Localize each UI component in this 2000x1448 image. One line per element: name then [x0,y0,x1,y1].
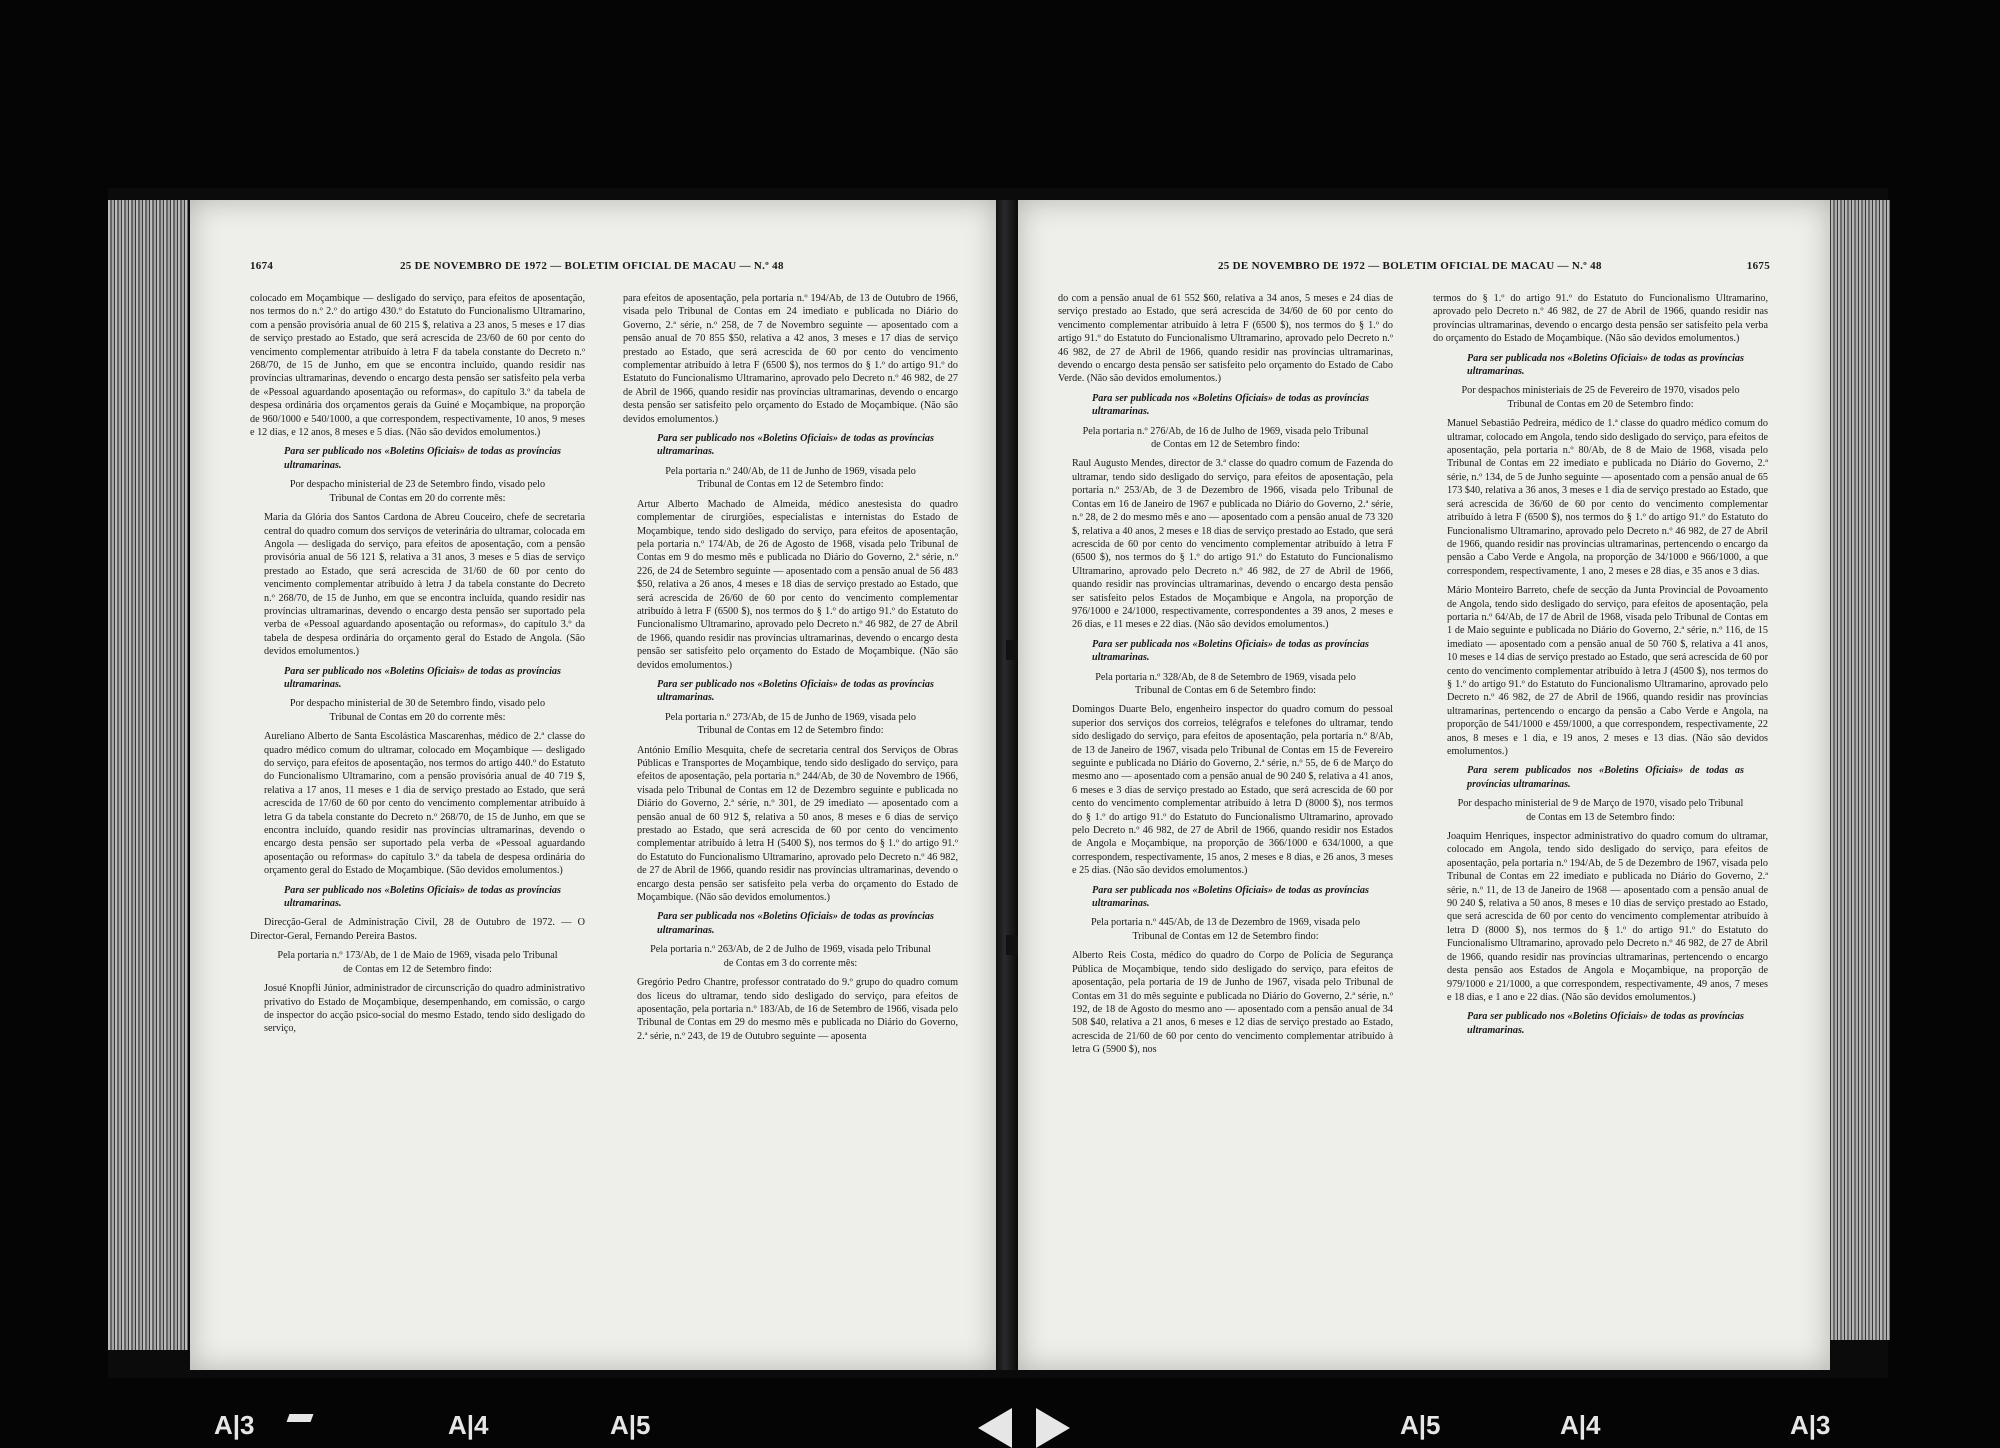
paragraph: Domingos Duarte Belo, engenheiro inspector do quadro comum do pessoal superior dos serviços dos correios, telégrafos e telefones do ultramar, tendo sido desligado do serviço, para efeitos de aposentação, pela portaria n.º 8/Ab, de 13 de Janeiro de 1967, visada pelo Tribunal de Contas em 15 de Fevereiro seguinte e publicada no Diário do Governo, 2.ª série, n.º 55, de 6 de Março do mesmo ano — aposentado com a pensão anual de 90 240 $, relativa a 41 anos, 6 meses e 3 dias de serviço prestado ao Estado, que será acrescida de 60 por cento do vencimento complementar atribuído à letra D (8000 $), nos termos do § 1.º do artigo 91.º do Estatuto do Funcionalismo Ultramarino, aprovado pelo Decreto n.º 46 982, de 27 de Abril de 1966, quando residir nos Estados de Angola e Moçambique, na proporção de 366/1000 e 634/1000, a que correspondem, respectivamente, 15 anos, 2 meses e 8 dias, e 26 anos, 3 meses e 25 dias. (Não são devidos emolumentos.) [1072,704,1393,877]
dispatch-heading: Por despacho ministerial de 9 de Março de 1970, visado pelo Tribunal de Contas em 13 de Setembro findo: [1457,798,1744,823]
dispatch-heading: Por despacho ministerial de 23 de Setembro findo, visado pelo Tribunal de Contas em 20 do corrente mês: [289,479,546,504]
book-gutter [996,200,1018,1370]
paragraph: Gregório Pedro Chantre, professor contratado do 9.º grupo do quadro comum dos liceus do ultramar, tendo sido desligado do serviço, para efeitos de aposentação, pela portaria n.º 183/Ab, de 16 de Setembro de 1966, visada pelo Tribunal de Contas em 29 do mesmo mês e publicada no Diário do Governo, 2.ª série, n.º 243, de 19 de Outubro seguinte — aposenta [637,977,958,1042]
running-head: 25 DE NOVEMBRO DE 1972 — BOLETIM OFICIAL DE MACAU — N.º 48 [400,260,784,272]
dispatch-heading: Por despachos ministeriais de 25 de Fevereiro de 1970, visados pelo Tribunal de Contas em 20 de Setembro findo: [1461,385,1740,410]
page-number: 1674 [250,260,274,272]
paragraph: para efeitos de aposentação, pela portaria n.º 194/Ab, de 13 de Outubro de 1966, visada pelo Tribunal de Contas em 24 imediato e publicada no Diário do Governo, 2.ª série, n.º 258, de 7 de Novembro seguinte — aposentado com a pensão anual de 70 855 $50, relativa a 42 anos, 3 meses e 17 dias de serviço prestado ao Estado, que será acrescida de 60 por cento do vencimento complementar atribuído à letra F (6500 $), nos termos do § 1.º do artigo 91.º do Estatuto do Funcionalismo Ultramarino, aprovado pelo Decreto n.º 46 982, de 27 de Abril de 1966, quando residir nas províncias ultramarinas, devendo o encargo desta pensão ser satisfeito pelo orçamento do Estado de Moçambique. (Não são devidos emolumentos.) [623,293,958,425]
left-page-column-2 [623,292,958,1049]
film-tick-mark [287,1414,314,1422]
publication-note: Para ser publicada nos «Boletins Oficiais» de todas as províncias ultramarinas. [1092,638,1369,664]
left-page-header [250,260,936,280]
publication-note: Para ser publicada nos «Boletins Oficiais» de todas as províncias ultramarinas. [1092,392,1369,418]
dispatch-heading: Por despacho ministerial de 30 de Setembro findo, visado pelo Tribunal de Contas em 20 do corrente mês: [289,698,546,723]
dispatch-heading: Pela portaria n.º 273/Ab, de 15 de Junho de 1969, visada pelo Tribunal de Contas em 12 de Setembro findo: [664,711,916,737]
arrow-left-icon [978,1408,1012,1448]
paragraph: Direcção-Geral de Administração Civil, 28 de Outubro de 1972. — O Director-Geral, Fernando Pereira Bastos. [250,917,585,942]
page-edges-right [1830,200,1890,1340]
right-page [1018,200,1830,1370]
publication-note: Para ser publicado nos «Boletins Oficiais» de todas as províncias ultramarinas. [284,665,561,690]
paragraph: Raul Augusto Mendes, director de 3.ª classe do quadro comum de Fazenda do ultramar, tendo sido desligado do serviço, para efeitos de aposentação, pela portaria n.º 253/Ab, de 3 de Dezembro de 1966, visada pelo Tribunal de Contas em 16 de Janeiro de 1967 e publicada no Diário do Governo, 2.ª série, n.º 28, de 2 do mesmo mês e ano — aposentado com a pensão anual de 73 320 $, relativa a 40 anos, 2 meses e 18 dias de serviço prestado ao Estado, que será acrescida de 60 por cento do vencimento complementar atribuído à letra F (6500 $), nos termos do § 1.º do artigo 91.º do Estatuto do Funcionalismo Ultramarino, aprovado pelo Decreto n.º 46 982, de 27 de Abril de 1966, quando residir nas províncias ultramarinas, devendo o encargo desta pensão ser satisfeito pelos Estados de Moçambique e Angola, na proporção de 976/1000 e 24/1000, respectivamente, correspondentes a 39 anos, 2 meses e 26 dias, e 11 meses e 22 dias. (Não são devidos emolumentos.) [1072,458,1393,631]
dispatch-heading: Pela portaria n.º 276/Ab, de 16 de Julho de 1969, visada pelo Tribunal de Contas em 12 de Setembro findo: [1082,425,1369,451]
right-page-header [1078,260,1770,280]
publication-note: Para ser publicado nos «Boletins Oficiais» de todas as províncias ultramarinas. [1467,1011,1744,1036]
dispatch-heading: Pela portaria n.º 173/Ab, de 1 de Maio de 1969, visada pelo Tribunal de Contas em 12 de Setembro findo: [277,950,558,975]
publication-note: Para serem publicados nos «Boletins Oficiais» de todas as províncias ultramarinas. [1467,765,1744,790]
publication-note: Para ser publicada nos «Boletins Oficiais» de todas as províncias ultramarinas. [1092,884,1369,910]
publication-note: Para ser publicada nos «Boletins Oficiais» de todas as províncias ultramarinas. [1467,352,1744,378]
arrow-right-icon [1036,1408,1070,1448]
dispatch-heading: Pela portaria n.º 328/Ab, de 8 de Setembro de 1969, visada pelo Tribunal de Contas em 6 de Setembro findo: [1095,671,1356,696]
paragraph: colocado em Moçambique — desligado do serviço, para efeitos de aposentação, nos termos do n.º 2.º do artigo 430.º do Estatuto do Funcionalismo Ultramarino, com a pensão provisória anual de 60 215 $, relativa a 23 anos, 5 meses e 17 dias de serviço prestado ao Estado, que será acrescida de 23/60 de 60 por cento do vencimento complementar atribuído à letra F da tabela constante do Decreto n.º 268/70, de 15 de Junho, em que se encontra incluído, quando residir nas províncias ultramarinas, devendo o encargo desta pensão ser satisfeito pela verba de «Pessoal aguardando aposentação ou reformas», do capítulo 3.º da tabela de despesa ordinária dos orçamentos gerais da Guiné e Moçambique, na proporção de 960/1000 e 540/1000, a que correspondem, respectivamente, 10 anos, 9 meses e 12 dias, e 12 anos, 8 meses e 5 dias. (Não são devidos emolumentos.) [250,293,585,439]
film-marker: A|5 [610,1410,651,1440]
dispatch-heading: Pela portaria n.º 445/Ab, de 13 de Dezembro de 1969, visada pelo Tribunal de Contas em 12 de Setembro findo: [1090,917,1361,942]
dispatch-heading: Pela portaria n.º 263/Ab, de 2 de Julho de 1969, visada pelo Tribunal de Contas em 3 do corrente mês: [650,944,931,969]
paragraph: Josué Knopfli Júnior, administrador de circunscrição do quadro administrativo privativo do Estado de Moçambique, desempenhando, em comissão, o cargo de inspector do acção psico-social do mesmo Estado, tendo sido desligado do serviço, [264,983,585,1035]
publication-note: Para ser publicada nos «Boletins Oficiais» de todas as províncias ultramarinas. [657,911,934,936]
right-page-column-1 [1058,292,1393,1063]
publication-note: Para ser publicado nos «Boletins Oficiais» de todas as províncias ultramarinas. [657,678,934,704]
film-marker: A|3 [1790,1410,1831,1440]
film-marker: A|4 [1560,1410,1601,1440]
paragraph: Mário Monteiro Barreto, chefe de secção da Junta Provincial de Povoamento de Angola, tendo sido desligado do serviço, para efeitos de aposentação, pela portaria n.º 64/Ab, de 17 de Abril de 1968, visada pelo Tribunal de Contas em 1 de Maio seguinte e publicada no Diário do Governo, 2.ª série, n.º 116, de 15 imediato — aposentado com a pensão anual de 50 760 $, relativa a 41 anos, 10 meses e 14 dias de serviço prestado ao Estado, que será acrescida de 60 por cento do vencimento complementar atribuído à letra J (4500 $), nos termos do § 1.º do artigo 91.º do Estatuto do Funcionalismo Ultramarino, aprovado pelo Decreto n.º 46 982, de 27 de Abril de 1966, quando residir nas províncias ultramarinas, pertencendo o encargo da pensão a Cabo Verde e Angola, na proporção de 541/1000 e 459/1000, a que correspondem, respectivamente, 22 anos, 8 meses e 1 dia, e 19 anos, 2 meses e 13 dias. (Não são devidos emolumentos.) [1447,585,1768,757]
page-edges-left [108,200,188,1350]
film-marker: A|4 [448,1410,489,1440]
paragraph: António Emílio Mesquita, chefe de secretaria central dos Serviços de Obras Públicas e Transportes de Moçambique, tendo sido desligado do serviço, para efeitos de aposentação, pela portaria n.º 244/Ab, de 30 de Novembro de 1966, visada pelo Tribunal de Contas em 12 de Dezembro seguinte e publicada no Diário do Governo, 2.ª série, n.º 301, de 29 imediato — aposentado com a pensão anual de 60 912 $, relativa a 50 anos, 8 meses e 6 dias de serviço prestado ao Estado, que será acrescida de 60 por cento do vencimento complementar atribuído à letra H (5400 $), nos termos do § 1.º do artigo 91.º do Estatuto do Funcionalismo Ultramarino, aprovado pelo Decreto n.º 46 982, de 27 de Abril de 1966, quando residir nas províncias ultramarinas, devendo o encargo desta pensão ser satisfeito pela verba do orçamento do Estado de Moçambique. (Não são devidos emolumentos.) [637,744,958,904]
paragraph: Artur Alberto Machado de Almeida, médico anestesista do quadro complementar de cirurgiões, especialistas e internistas do Estado de Moçambique, tendo sido desligado do serviço, para efeitos de aposentação, pela portaria n.º 174/Ab, de 26 de Agosto de 1968, visada pelo Tribunal de Contas em 9 do mesmo mês e publicada no Diário do Governo, 2.ª série, n.º 226, de 24 de Setembro seguinte — aposentado com a pensão anual de 56 483 $50, relativa a 26 anos, 4 meses e 18 dias de serviço prestado ao Estado, que será acrescida de 26/60 de 60 por cento do vencimento complementar atribuído à letra F (6500 $), nos termos do § 1.º do artigo 91.º do Estatuto do Funcionalismo Ultramarino, aprovado pelo Decreto n.º 46 982, de 27 de Abril de 1966, quando residir nas províncias ultramarinas, devendo o encargo desta pensão ser satisfeito pelo orçamento do Estado de Moçambique. (Não são devidos emolumentos.) [637,498,958,671]
page-number: 1675 [1746,260,1770,272]
film-marker: A|3 [214,1410,255,1440]
paragraph: Manuel Sebastião Pedreira, médico de 1.ª classe do quadro médico comum do ultramar, colocado em Angola, tendo sido desligado do serviço, para efeitos de aposentação, pela portaria n.º 80/Ab, de 8 de Maio de 1968, visada pelo Tribunal de Contas em 22 imediato e publicada no Diário do Governo, 2.ª série, n.º 134, de 5 de Junho seguinte — aposentado com a pensão anual de 65 173 $40, relativa a 36 anos, 3 meses e 1 dia de serviço prestado ao Estado, que será acrescida de 36/60 de 60 por cento do vencimento complementar atribuído à letra F (6500 $), nos termos do § 1.º do artigo 91.º do Estatuto do Funcionalismo Ultramarino, aprovado pelo Decreto n.º 46 982, de 27 de Abril de 1966, quando residir nas províncias ultramarinas, pertencendo o encargo da pensão a Cabo Verde e Angola, na proporção de 34/1000 e 966/1000, a que correspondem, respectivamente, 1 ano, 2 meses e 28 dias, e 35 anos e 3 dias. [1447,418,1768,577]
paragraph: do com a pensão anual de 61 552 $60, relativa a 34 anos, 5 meses e 24 dias de serviço prestado ao Estado, que será acrescida de 34/60 de 60 por cento do vencimento complementar atribuído à letra F (6500 $), nos termos do § 1.º do artigo 91.º do Estatuto do Funcionalismo Ultramarino, aprovado pelo Decreto n.º 46 982, de 27 de Abril de 1966, quando residir nas províncias ultramarinas, devendo o encargo desta pensão ser satisfeito pelo orçamento do Estado de Cabo Verde. (Não são devidos emolumentos.) [1058,293,1393,385]
publication-note: Para ser publicado nos «Boletins Oficiais» de todas as províncias ultramarinas. [284,884,561,910]
publication-note: Para ser publicado nos «Boletins Oficiais» de todas as províncias ultramarinas. [284,446,561,471]
running-head: 25 DE NOVEMBRO DE 1972 — BOLETIM OFICIAL DE MACAU — N.º 48 [1218,260,1602,272]
paragraph: Joaquim Henriques, inspector administrativo do quadro comum do ultramar, colocado em Angola, tendo sido desligado do serviço, para efeitos de aposentação, pela portaria n.º 194/Ab, de 5 de Dezembro de 1967, visada pelo Tribunal de Contas em 22 imediato e publicada no Diário do Governo, 2.ª série, n.º 11, de 13 de Janeiro de 1968 — aposentado com a pensão anual de 90 240 $, relativa a 50 anos, 8 meses e 10 dias de serviço prestado ao Estado, que será acrescida de 60 por cento do vencimento complementar atribuído à letra D (8000 $), nos termos do § 1.º do artigo 91.º do Estatuto do Funcionalismo Ultramarino, aprovado pelo Decreto n.º 46 982, de 27 de Abril de 1966, quando residir nas províncias ultramarinas, pertencendo o encargo desta pensão aos Estados de Angola e Moçambique, na proporção de 979/1000 e 21/1000, a que correspondem, respectivamente, 49 anos, 7 meses e 18 dias, e 1 ano e 22 dias. (Não são devidos emolumentos.) [1447,831,1768,1003]
film-marker: A|5 [1400,1410,1441,1440]
right-page-column-2 [1433,292,1768,1043]
dispatch-heading: Pela portaria n.º 240/Ab, de 11 de Junho de 1969, visada pelo Tribunal de Contas em 12 de Setembro findo: [665,465,916,491]
paragraph: termos do § 1.º do artigo 91.º do Estatuto do Funcionalismo Ultramarino, aprovado pelo Decreto n.º 46 982, de 27 de Abril de 1966, quando residir nas províncias ultramarinas, devendo o encargo desta pensão ser satisfeito pela verba do orçamento do Estado de Moçambique. (Não são devidos emolumentos.) [1433,293,1768,345]
left-page-column-1 [250,292,585,1042]
publication-note: Para ser publicado nos «Boletins Oficiais» de todas as províncias ultramarinas. [657,433,934,458]
paragraph: Aureliano Alberto de Santa Escolástica Mascarenhas, médico de 2.ª classe do quadro médico comum do ultramar, colocado em Moçambique — desligado do serviço, para efeitos de aposentação, nos termos do artigo 440.º do Estatuto do Funcionalismo Ultramarino, com a pensão provisória anual de 40 719 $, relativa a 17 anos, 11 meses e 1 dia de serviço prestado ao Estado, que será acrescida de 17/60 de 60 por cento do vencimento complementar atribuído à letra G da tabela constante do Decreto n.º 268/70, de 15 de Junho, em que se encontra incluído, quando residir nas províncias ultramarinas, devendo o encargo desta pensão ser suportado pela verba de «Pessoal aguardando aposentação ou reformas» do capítulo 3.º da tabela de despesa ordinária do orçamento geral do Estado de Moçambique. (São devidos emolumentos.) [264,731,585,877]
paragraph: Maria da Glória dos Santos Cardona de Abreu Couceiro, chefe de secretaria central do quadro comum dos serviços de veterinária do ultramar, colocada em Angola — desligada do serviço, para efeitos de aposentação, com a pensão provisória anual de 56 121 $, relativa a 31 anos, 3 meses e 5 dias de serviço prestado ao Estado, que será acrescida de 31/60 de 60 por cento do vencimento complementar atribuído à letra J da tabela constante do Decreto n.º 268/70, de 15 de Junho, em que se encontra incluída, quando residir nas províncias ultramarinas, devendo o encargo desta pensão ser suportado pela verba de «Pessoal aguardando aposentação ou reformas», do capítulo 3.º da tabela de despesa ordinária do orçamento geral do Estado de Angola. (São devidos emolumentos.) [264,512,585,658]
left-page [190,200,996,1370]
paragraph: Alberto Reis Costa, médico do quadro do Corpo de Polícia de Segurança Pública de Moçambique, tendo sido desligado do serviço, para efeitos de aposentação, pela portaria de 19 de Junho de 1967, visada pelo Tribunal de Contas em 31 do mês seguinte e publicada no Diário do Governo, 2.ª série, n.º 192, de 18 de Agosto do mesmo ano — aposentado com a pensão anual de 34 508 $40, relativa a 21 anos, 6 meses e 12 dias de serviço prestado ao Estado, acrescida de 21/60 de 60 por cento do vencimento complementar atribuído à letra G (5900 $), nos [1072,950,1393,1056]
